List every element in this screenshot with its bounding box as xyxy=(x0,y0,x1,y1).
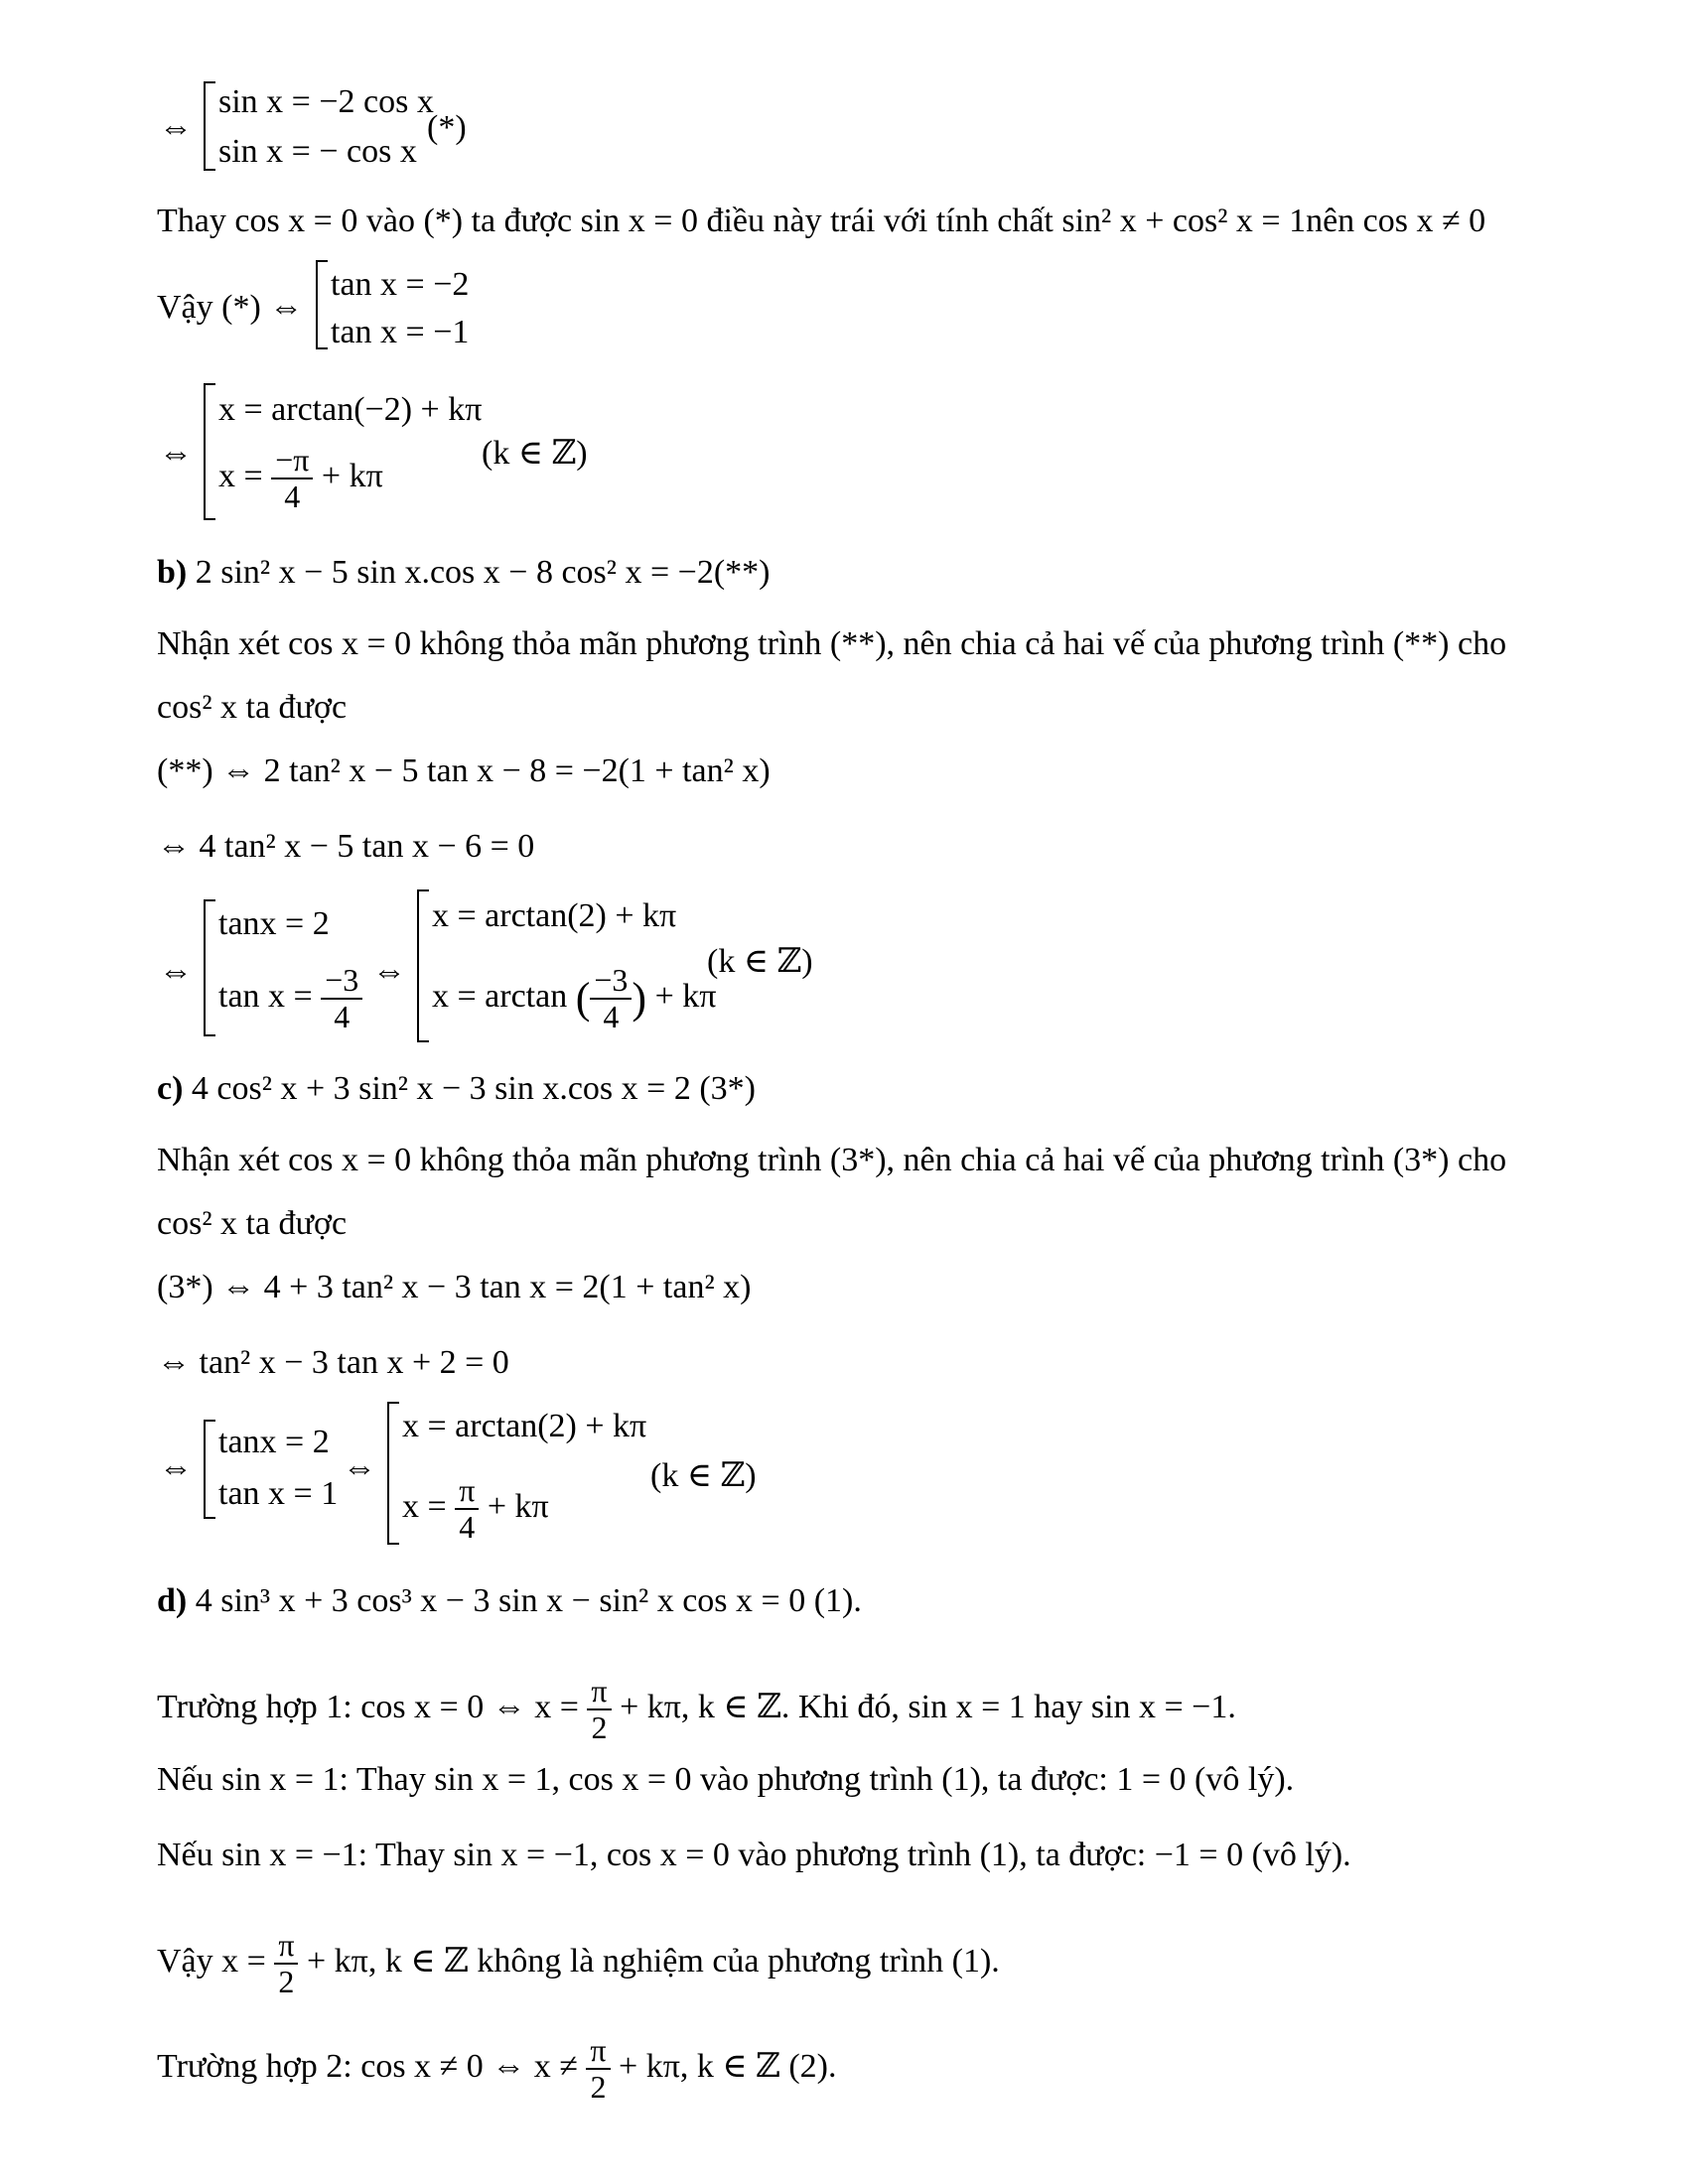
iff-symbol: ⇔ xyxy=(343,1449,376,1486)
equation: 4 sin³ x + 3 cos³ x − 3 sin x − sin² x cos x = 0 (1). xyxy=(195,1582,862,1619)
k-in-z: (k ∈ ℤ) xyxy=(482,435,588,472)
numerator: π xyxy=(587,1674,611,1710)
equation-tag: (*) xyxy=(427,109,467,146)
system-row: sin x = −2 cos x xyxy=(218,83,434,120)
text-post: + kπ, k ∈ ℤ (2). xyxy=(619,2047,837,2085)
fraction-lhs: x = xyxy=(402,1487,447,1525)
equation-step: (**) ⇔ 2 tan² x − 5 tan x − 8 = −2(1 + tan² x) xyxy=(157,752,771,789)
paragraph xyxy=(157,2033,837,2105)
numerator: π xyxy=(586,2033,610,2070)
iff-symbol: ⇔ xyxy=(159,1449,193,1486)
paragraph: Vậy (*) ⇔ xyxy=(157,289,304,326)
fraction xyxy=(321,963,362,1034)
paragraph: cos² x ta được xyxy=(157,1205,348,1242)
paragraph: Thay cos x = 0 vào (*) ta được sin x = 0 điều này trái với tính chất sin² x + cos² x = 1nên cos x ≠ 0 xyxy=(157,203,1486,239)
denominator: 4 xyxy=(334,999,351,1035)
iff-symbol: ⇔ xyxy=(159,109,193,146)
equation: 4 cos² x + 3 sin² x − 3 sin x.cos x = 2 (3*) xyxy=(191,1070,756,1107)
iff-symbol: ⇔ xyxy=(372,953,406,990)
fraction xyxy=(271,443,313,514)
bracket xyxy=(204,899,215,1036)
system-row: x = arctan(−2) + kπ xyxy=(218,391,483,428)
fraction-rhs: + kπ xyxy=(321,457,383,494)
system-row xyxy=(218,963,362,1034)
fraction xyxy=(274,1928,298,1999)
paragraph: Nhận xét cos x = 0 không thỏa mãn phương trình (3*), nên chia cả hai vế của phương trình (3*) cho xyxy=(157,1142,1507,1178)
text-pre: Trường hợp 1: cos x = 0 ⇔ x = xyxy=(157,1688,579,1725)
equation-step: ⇔ 4 tan² x − 5 tan x − 6 = 0 xyxy=(157,828,535,865)
numerator: −π xyxy=(271,443,313,479)
equation-step: (3*) ⇔ 4 + 3 tan² x − 3 tan x = 2(1 + tan² x) xyxy=(157,1269,752,1305)
numerator: −3 xyxy=(590,963,632,1000)
equation: 2 sin² x − 5 sin x.cos x − 8 cos² x = −2(**) xyxy=(195,554,771,591)
fraction xyxy=(590,963,632,1034)
fraction xyxy=(455,1473,479,1545)
bracket xyxy=(204,383,215,520)
fraction xyxy=(586,2033,610,2105)
system-row: tan x = −2 xyxy=(331,266,470,303)
paragraph xyxy=(157,1674,1236,1745)
bracket xyxy=(417,889,429,1042)
part-label: d) xyxy=(157,1582,188,1619)
fraction xyxy=(587,1674,611,1745)
system-row: sin x = − cos x xyxy=(218,133,417,170)
system-row: tan x = 1 xyxy=(218,1475,339,1512)
iff-symbol: ⇔ xyxy=(159,953,193,990)
fraction-rhs: + kπ xyxy=(487,1487,549,1525)
text-post: + kπ, k ∈ ℤ không là nghiệm của phương trình (1). xyxy=(306,1942,1000,1979)
bracket xyxy=(316,260,328,349)
part-label: c) xyxy=(157,1070,184,1107)
iff-symbol: ⇔ xyxy=(159,435,193,472)
denominator: 4 xyxy=(284,478,301,515)
paragraph: Nếu sin x = 1: Thay sin x = 1, cos x = 0 vào phương trình (1), ta được: 1 = 0 (vô lý). xyxy=(157,1761,1295,1798)
denominator: 2 xyxy=(278,1964,295,2000)
system-row xyxy=(402,1473,549,1545)
k-in-z: (k ∈ ℤ) xyxy=(650,1457,757,1494)
numerator: π xyxy=(274,1928,298,1965)
system-row: tanx = 2 xyxy=(218,1424,330,1460)
denominator: 4 xyxy=(603,999,620,1035)
paragraph: Nhận xét cos x = 0 không thỏa mãn phương trình (**), nên chia cả hai vế của phương trình (**) cho xyxy=(157,625,1507,662)
text-post: + kπ, k ∈ ℤ. Khi đó, sin x = 1 hay sin x = −1. xyxy=(620,1688,1236,1725)
text-pre: Vậy x = xyxy=(157,1942,266,1979)
bracket xyxy=(204,81,215,171)
system-row: x = arctan ( $\frac{-3}{4}$ ) + kπ xyxy=(432,962,717,1035)
part-label: b) xyxy=(157,554,188,591)
denominator: 2 xyxy=(591,1709,608,1746)
numerator: −3 xyxy=(321,963,362,1000)
part-c-heading xyxy=(157,1072,756,1106)
fraction-lhs: x = arctan xyxy=(432,977,568,1015)
bracket xyxy=(204,1420,215,1519)
equation-step: ⇔ tan² x − 3 tan x + 2 = 0 xyxy=(157,1344,509,1381)
part-b-heading xyxy=(157,556,770,590)
paragraph xyxy=(157,1928,1000,1999)
numerator: π xyxy=(455,1473,479,1510)
system-row: tanx = 2 xyxy=(218,905,330,942)
denominator: 2 xyxy=(590,2069,607,2106)
system-row: tan x = −1 xyxy=(331,314,470,350)
system-row: x = arctan(2) + kπ xyxy=(432,897,677,934)
fraction-lhs: tan x = xyxy=(218,977,313,1015)
text-pre: Trường hợp 2: cos x ≠ 0 ⇔ x ≠ xyxy=(157,2047,578,2085)
fraction-lhs: x = xyxy=(218,457,263,494)
denominator: 4 xyxy=(459,1509,476,1546)
system-row: x = arctan(2) + kπ xyxy=(402,1408,647,1444)
paragraph: Nếu sin x = −1: Thay sin x = −1, cos x = 0 vào phương trình (1), ta được: −1 = 0 (vô lý). xyxy=(157,1837,1351,1873)
part-d-heading xyxy=(157,1584,862,1618)
fraction-rhs: + kπ xyxy=(654,977,717,1015)
k-in-z: (k ∈ ℤ) xyxy=(707,943,813,980)
system-row xyxy=(218,443,383,514)
paragraph: cos² x ta được xyxy=(157,689,348,726)
bracket xyxy=(387,1402,399,1545)
